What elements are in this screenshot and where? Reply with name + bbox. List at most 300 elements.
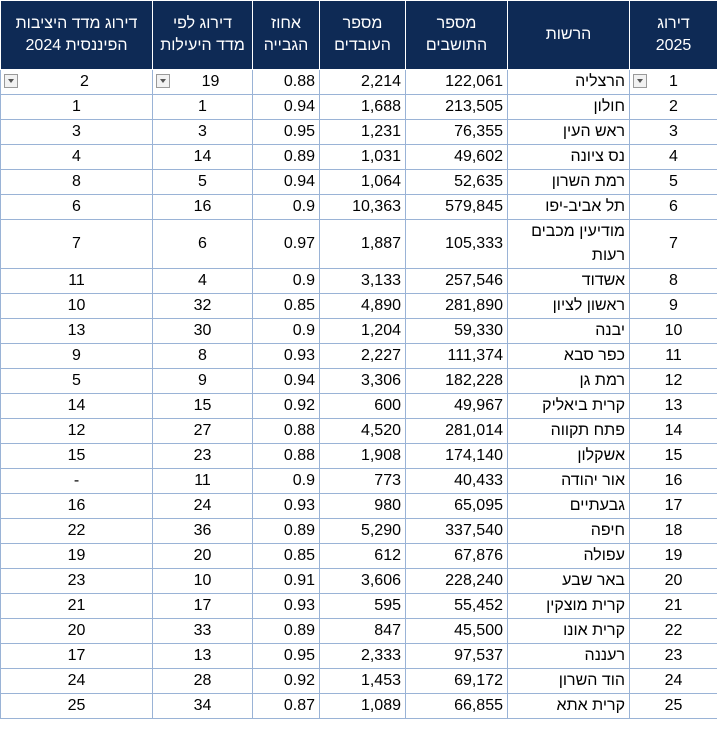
cell-efficiency-value: 13 bbox=[193, 647, 212, 664]
cell-authority[interactable] bbox=[508, 594, 630, 619]
cell-financial[interactable] bbox=[1, 494, 153, 519]
cell-authority[interactable] bbox=[508, 269, 630, 294]
cell-financial[interactable] bbox=[1, 145, 153, 170]
cell-authority[interactable] bbox=[508, 344, 630, 369]
cell-residents[interactable] bbox=[406, 294, 508, 319]
cell-residents[interactable] bbox=[406, 619, 508, 644]
cell-rank-value: 13 bbox=[664, 397, 683, 414]
cell-financial[interactable] bbox=[1, 444, 153, 469]
cell-residents-value: 182,228 bbox=[445, 372, 503, 389]
cell-employees[interactable] bbox=[320, 319, 406, 344]
cell-collection[interactable] bbox=[253, 444, 320, 469]
cell-residents[interactable] bbox=[406, 220, 508, 269]
cell-financial[interactable] bbox=[1, 195, 153, 220]
cell-employees-value: 5,290 bbox=[360, 522, 401, 539]
cell-employees-value: 2,227 bbox=[360, 347, 401, 364]
cell-authority-value: קרית ביאליק bbox=[542, 397, 625, 414]
cell-financial[interactable] bbox=[1, 569, 153, 594]
cell-collection-value: 0.9 bbox=[292, 322, 315, 339]
cell-authority[interactable] bbox=[508, 220, 630, 269]
cell-financial[interactable] bbox=[1, 369, 153, 394]
table-row bbox=[1, 120, 717, 145]
cell-authority-value: חולון bbox=[593, 98, 625, 115]
cell-financial[interactable] bbox=[1, 669, 153, 694]
cell-residents[interactable] bbox=[406, 319, 508, 344]
cell-employees[interactable] bbox=[320, 419, 406, 444]
cell-employees[interactable] bbox=[320, 444, 406, 469]
cell-authority[interactable] bbox=[508, 619, 630, 644]
cell-efficiency[interactable] bbox=[153, 644, 253, 669]
cell-collection[interactable] bbox=[253, 594, 320, 619]
cell-efficiency[interactable] bbox=[153, 70, 253, 95]
cell-financial-value: 3 bbox=[72, 123, 81, 140]
cell-financial-value: 24 bbox=[67, 672, 86, 689]
cell-employees[interactable] bbox=[320, 120, 406, 145]
cell-authority[interactable] bbox=[508, 195, 630, 220]
cell-employees-value: 1,204 bbox=[360, 322, 401, 339]
cell-residents-value: 69,172 bbox=[454, 672, 503, 689]
cell-collection[interactable] bbox=[253, 220, 320, 269]
cell-financial[interactable] bbox=[1, 95, 153, 120]
cell-residents-value: 257,546 bbox=[445, 272, 503, 289]
cell-collection[interactable] bbox=[253, 269, 320, 294]
cell-rank[interactable] bbox=[630, 694, 717, 719]
cell-financial-value: 8 bbox=[72, 173, 81, 190]
table-row bbox=[1, 145, 717, 170]
cell-residents-value: 337,540 bbox=[445, 522, 503, 539]
cell-collection[interactable] bbox=[253, 95, 320, 120]
cell-financial[interactable] bbox=[1, 419, 153, 444]
cell-rank[interactable] bbox=[630, 195, 717, 220]
cell-financial[interactable] bbox=[1, 220, 153, 269]
cell-residents[interactable] bbox=[406, 694, 508, 719]
cell-efficiency[interactable] bbox=[153, 319, 253, 344]
cell-financial[interactable] bbox=[1, 294, 153, 319]
cell-employees[interactable] bbox=[320, 619, 406, 644]
cell-efficiency-value: 33 bbox=[193, 622, 212, 639]
cell-employees[interactable] bbox=[320, 519, 406, 544]
cell-efficiency[interactable] bbox=[153, 569, 253, 594]
cell-employees[interactable] bbox=[320, 369, 406, 394]
cell-collection[interactable] bbox=[253, 644, 320, 669]
cell-authority[interactable] bbox=[508, 694, 630, 719]
cell-residents[interactable] bbox=[406, 544, 508, 569]
table-body bbox=[1, 70, 717, 719]
cell-collection[interactable] bbox=[253, 319, 320, 344]
cell-authority[interactable] bbox=[508, 394, 630, 419]
cell-financial[interactable] bbox=[1, 619, 153, 644]
cell-employees[interactable] bbox=[320, 394, 406, 419]
table-row bbox=[1, 519, 717, 544]
cell-rank[interactable] bbox=[630, 269, 717, 294]
cell-employees[interactable] bbox=[320, 294, 406, 319]
cell-efficiency-value: 20 bbox=[193, 547, 212, 564]
cell-residents-value: 49,967 bbox=[454, 397, 503, 414]
cell-residents[interactable] bbox=[406, 70, 508, 95]
cell-rank[interactable] bbox=[630, 145, 717, 170]
cell-collection-value: 0.9 bbox=[292, 472, 315, 489]
cell-residents-value: 105,333 bbox=[445, 235, 503, 252]
cell-residents[interactable] bbox=[406, 170, 508, 195]
cell-residents[interactable] bbox=[406, 469, 508, 494]
cell-authority[interactable] bbox=[508, 669, 630, 694]
cell-efficiency[interactable] bbox=[153, 95, 253, 120]
cell-financial[interactable] bbox=[1, 170, 153, 195]
cell-financial-value: 1 bbox=[72, 98, 81, 115]
cell-financial[interactable] bbox=[1, 344, 153, 369]
cell-rank[interactable] bbox=[630, 669, 717, 694]
cell-rank-value: 8 bbox=[669, 272, 678, 289]
cell-financial[interactable] bbox=[1, 694, 153, 719]
cell-rank-value: 10 bbox=[664, 322, 683, 339]
cell-efficiency-value: 28 bbox=[193, 672, 212, 689]
cell-rank[interactable] bbox=[630, 644, 717, 669]
cell-efficiency[interactable] bbox=[153, 594, 253, 619]
cell-efficiency-value: 8 bbox=[198, 347, 207, 364]
cell-rank-value: 12 bbox=[664, 372, 683, 389]
cell-employees-value: 10,363 bbox=[352, 198, 401, 215]
cell-authority[interactable] bbox=[508, 294, 630, 319]
cell-employees-value: 600 bbox=[374, 397, 401, 414]
cell-collection[interactable] bbox=[253, 419, 320, 444]
cell-financial[interactable] bbox=[1, 120, 153, 145]
cell-financial[interactable] bbox=[1, 544, 153, 569]
cell-collection-value: 0.95 bbox=[283, 647, 315, 664]
cell-collection[interactable] bbox=[253, 494, 320, 519]
cell-authority-value: קרית אתא bbox=[556, 697, 625, 714]
cell-efficiency-value: 11 bbox=[194, 472, 211, 489]
cell-residents[interactable] bbox=[406, 669, 508, 694]
cell-residents-value: 52,635 bbox=[454, 173, 503, 190]
cell-efficiency-value: 32 bbox=[193, 297, 212, 314]
cell-collection-value: 0.9 bbox=[292, 272, 315, 289]
cell-efficiency-value: 17 bbox=[193, 597, 212, 614]
table-row bbox=[1, 569, 717, 594]
cell-collection[interactable] bbox=[253, 669, 320, 694]
cell-employees[interactable] bbox=[320, 594, 406, 619]
cell-residents-value: 55,452 bbox=[454, 597, 503, 614]
cell-residents[interactable] bbox=[406, 95, 508, 120]
cell-authority[interactable] bbox=[508, 70, 630, 95]
cell-efficiency[interactable] bbox=[153, 369, 253, 394]
cell-efficiency[interactable] bbox=[153, 519, 253, 544]
cell-rank-value: 17 bbox=[664, 497, 683, 514]
cell-employees[interactable] bbox=[320, 644, 406, 669]
cell-residents[interactable] bbox=[406, 394, 508, 419]
cell-authority-value: עפולה bbox=[583, 547, 625, 564]
cell-authority-value: אשקלון bbox=[577, 447, 625, 464]
cell-residents[interactable] bbox=[406, 369, 508, 394]
table-row bbox=[1, 644, 717, 669]
cell-employees[interactable] bbox=[320, 344, 406, 369]
cell-employees[interactable] bbox=[320, 494, 406, 519]
cell-rank[interactable] bbox=[630, 444, 717, 469]
table-row bbox=[1, 269, 717, 294]
cell-collection-value: 0.87 bbox=[283, 697, 315, 714]
cell-collection[interactable] bbox=[253, 544, 320, 569]
cell-financial-value: 12 bbox=[67, 422, 86, 439]
cell-authority-value: יבנה bbox=[595, 322, 625, 339]
cell-efficiency[interactable] bbox=[153, 195, 253, 220]
cell-efficiency[interactable] bbox=[153, 294, 253, 319]
cell-authority[interactable] bbox=[508, 170, 630, 195]
cell-residents[interactable] bbox=[406, 594, 508, 619]
cell-employees[interactable] bbox=[320, 269, 406, 294]
cell-employees[interactable] bbox=[320, 220, 406, 269]
cell-authority-value: חיפה bbox=[590, 522, 625, 539]
cell-financial[interactable] bbox=[1, 594, 153, 619]
cell-authority[interactable] bbox=[508, 419, 630, 444]
cell-employees-value: 1,688 bbox=[360, 98, 401, 115]
cell-efficiency[interactable] bbox=[153, 444, 253, 469]
cell-employees[interactable] bbox=[320, 694, 406, 719]
cell-authority[interactable] bbox=[508, 494, 630, 519]
cell-employees-value: 1,031 bbox=[360, 148, 401, 165]
cell-rank[interactable] bbox=[630, 594, 717, 619]
cell-authority[interactable] bbox=[508, 644, 630, 669]
cell-authority-value: ראש העין bbox=[562, 123, 625, 140]
cell-efficiency[interactable] bbox=[153, 394, 253, 419]
cell-financial-value: 9 bbox=[72, 347, 81, 364]
cell-rank[interactable] bbox=[630, 319, 717, 344]
cell-collection-value: 0.94 bbox=[283, 173, 315, 190]
filter-dropdown-icon[interactable] bbox=[156, 74, 170, 88]
cell-employees[interactable] bbox=[320, 469, 406, 494]
cell-rank[interactable] bbox=[630, 619, 717, 644]
cell-financial-value: 15 bbox=[67, 447, 86, 464]
cell-employees[interactable] bbox=[320, 195, 406, 220]
cell-residents-value: 281,890 bbox=[445, 297, 503, 314]
cell-authority[interactable] bbox=[508, 369, 630, 394]
cell-financial[interactable] bbox=[1, 319, 153, 344]
table-row bbox=[1, 394, 717, 419]
cell-rank-value: 22 bbox=[664, 622, 683, 639]
cell-financial-value: 5 bbox=[72, 372, 81, 389]
cell-collection-value: 0.89 bbox=[283, 522, 315, 539]
cell-efficiency[interactable] bbox=[153, 269, 253, 294]
cell-efficiency[interactable] bbox=[153, 220, 253, 269]
cell-financial-value: 13 bbox=[67, 322, 86, 339]
cell-authority[interactable] bbox=[508, 95, 630, 120]
cell-authority-value: רמת השרון bbox=[551, 173, 625, 190]
cell-rank[interactable] bbox=[630, 220, 717, 269]
cell-rank[interactable] bbox=[630, 569, 717, 594]
cell-financial[interactable] bbox=[1, 394, 153, 419]
cell-efficiency-value: 24 bbox=[193, 497, 212, 514]
cell-efficiency-value: 15 bbox=[193, 397, 212, 414]
cell-rank-value: 21 bbox=[664, 597, 683, 614]
cell-rank-value: 1 bbox=[669, 73, 678, 90]
cell-efficiency[interactable] bbox=[153, 469, 253, 494]
cell-efficiency-value: 36 bbox=[193, 522, 212, 539]
cell-collection[interactable] bbox=[253, 195, 320, 220]
cell-authority[interactable] bbox=[508, 519, 630, 544]
cell-financial-value: 11 bbox=[68, 272, 85, 289]
cell-financial[interactable] bbox=[1, 519, 153, 544]
cell-collection[interactable] bbox=[253, 469, 320, 494]
cell-collection[interactable] bbox=[253, 394, 320, 419]
cell-financial-value: 7 bbox=[72, 235, 81, 252]
cell-efficiency[interactable] bbox=[153, 344, 253, 369]
cell-employees[interactable] bbox=[320, 95, 406, 120]
cell-employees[interactable] bbox=[320, 544, 406, 569]
cell-residents[interactable] bbox=[406, 195, 508, 220]
cell-efficiency[interactable] bbox=[153, 494, 253, 519]
filter-dropdown-icon[interactable] bbox=[4, 74, 18, 88]
cell-rank[interactable] bbox=[630, 95, 717, 120]
header-collection: אחוז הגבייה bbox=[253, 1, 320, 70]
cell-residents[interactable] bbox=[406, 519, 508, 544]
cell-employees[interactable] bbox=[320, 145, 406, 170]
cell-financial[interactable] bbox=[1, 70, 153, 95]
cell-employees-value: 773 bbox=[374, 472, 401, 489]
cell-financial-value: - bbox=[73, 472, 80, 489]
cell-collection[interactable] bbox=[253, 519, 320, 544]
cell-rank[interactable] bbox=[630, 494, 717, 519]
cell-collection[interactable] bbox=[253, 145, 320, 170]
cell-collection-value: 0.95 bbox=[283, 123, 315, 140]
cell-employees-value: 3,306 bbox=[360, 372, 401, 389]
cell-collection-value: 0.93 bbox=[283, 347, 315, 364]
cell-financial-value: 21 bbox=[67, 597, 86, 614]
table-row bbox=[1, 344, 717, 369]
cell-efficiency-value: 4 bbox=[198, 272, 207, 289]
table-row bbox=[1, 294, 717, 319]
cell-rank-value: 11 bbox=[665, 347, 682, 364]
cell-residents[interactable] bbox=[406, 444, 508, 469]
cell-collection[interactable] bbox=[253, 120, 320, 145]
cell-authority[interactable] bbox=[508, 544, 630, 569]
cell-collection[interactable] bbox=[253, 619, 320, 644]
cell-authority[interactable] bbox=[508, 444, 630, 469]
cell-efficiency-value: 27 bbox=[193, 422, 212, 439]
cell-employees[interactable] bbox=[320, 170, 406, 195]
cell-rank-value: 9 bbox=[669, 297, 678, 314]
cell-authority-value: רעננה bbox=[584, 647, 625, 664]
cell-collection-value: 0.85 bbox=[283, 297, 315, 314]
cell-financial-value: 4 bbox=[72, 148, 81, 165]
cell-collection[interactable] bbox=[253, 170, 320, 195]
cell-rank[interactable] bbox=[630, 70, 717, 95]
cell-employees-value: 4,520 bbox=[360, 422, 401, 439]
cell-employees[interactable] bbox=[320, 669, 406, 694]
cell-efficiency-value: 5 bbox=[198, 173, 207, 190]
table-row bbox=[1, 319, 717, 344]
cell-employees-value: 1,887 bbox=[360, 235, 401, 252]
cell-efficiency[interactable] bbox=[153, 419, 253, 444]
cell-efficiency[interactable] bbox=[153, 619, 253, 644]
cell-residents[interactable] bbox=[406, 569, 508, 594]
cell-efficiency[interactable] bbox=[153, 694, 253, 719]
cell-authority-value: קרית אונו bbox=[563, 622, 625, 639]
cell-rank[interactable] bbox=[630, 344, 717, 369]
cell-efficiency-value: 34 bbox=[193, 697, 212, 714]
cell-residents[interactable] bbox=[406, 494, 508, 519]
cell-residents-value: 174,140 bbox=[445, 447, 503, 464]
cell-authority-value: ראשון לציון bbox=[552, 297, 625, 314]
table-row bbox=[1, 369, 717, 394]
cell-employees[interactable] bbox=[320, 70, 406, 95]
cell-authority[interactable] bbox=[508, 319, 630, 344]
cell-rank[interactable] bbox=[630, 294, 717, 319]
cell-authority-value: מודיעין מכבים רעות bbox=[531, 223, 625, 264]
cell-rank[interactable] bbox=[630, 170, 717, 195]
cell-financial[interactable] bbox=[1, 269, 153, 294]
cell-rank-value: 2 bbox=[669, 98, 678, 115]
cell-residents[interactable] bbox=[406, 344, 508, 369]
cell-financial[interactable] bbox=[1, 469, 153, 494]
cell-rank-value: 23 bbox=[664, 647, 683, 664]
cell-authority[interactable] bbox=[508, 145, 630, 170]
filter-dropdown-icon[interactable] bbox=[633, 74, 647, 88]
cell-collection-value: 0.88 bbox=[283, 447, 315, 464]
cell-financial[interactable] bbox=[1, 644, 153, 669]
cell-collection[interactable] bbox=[253, 294, 320, 319]
table-row bbox=[1, 469, 717, 494]
cell-rank[interactable] bbox=[630, 469, 717, 494]
cell-residents[interactable] bbox=[406, 644, 508, 669]
cell-efficiency-value: 16 bbox=[193, 198, 212, 215]
cell-collection[interactable] bbox=[253, 569, 320, 594]
cell-efficiency[interactable] bbox=[153, 669, 253, 694]
table-row bbox=[1, 594, 717, 619]
cell-employees-value: 1,908 bbox=[360, 447, 401, 464]
table-row bbox=[1, 694, 717, 719]
cell-authority-value: באר שבע bbox=[562, 572, 625, 589]
cell-rank-value: 14 bbox=[664, 422, 683, 439]
cell-efficiency[interactable] bbox=[153, 120, 253, 145]
cell-rank-value: 3 bbox=[669, 123, 678, 140]
header-rank: דירוג 2025 bbox=[630, 1, 717, 70]
cell-financial-value: 20 bbox=[67, 622, 86, 639]
cell-residents[interactable] bbox=[406, 419, 508, 444]
cell-efficiency[interactable] bbox=[153, 145, 253, 170]
cell-authority-value: גבעתיים bbox=[569, 497, 625, 514]
cell-authority[interactable] bbox=[508, 120, 630, 145]
cell-collection[interactable] bbox=[253, 344, 320, 369]
cell-residents-value: 66,855 bbox=[454, 697, 503, 714]
cell-residents[interactable] bbox=[406, 120, 508, 145]
cell-residents[interactable] bbox=[406, 145, 508, 170]
cell-rank[interactable] bbox=[630, 519, 717, 544]
cell-collection-value: 0.85 bbox=[283, 547, 315, 564]
cell-rank[interactable] bbox=[630, 394, 717, 419]
cell-rank[interactable] bbox=[630, 419, 717, 444]
cell-rank[interactable] bbox=[630, 544, 717, 569]
cell-collection[interactable] bbox=[253, 70, 320, 95]
cell-authority[interactable] bbox=[508, 569, 630, 594]
cell-efficiency[interactable] bbox=[153, 544, 253, 569]
cell-efficiency-value: 14 bbox=[193, 148, 212, 165]
cell-authority[interactable] bbox=[508, 469, 630, 494]
cell-rank[interactable] bbox=[630, 120, 717, 145]
cell-residents[interactable] bbox=[406, 269, 508, 294]
cell-rank[interactable] bbox=[630, 369, 717, 394]
cell-collection[interactable] bbox=[253, 694, 320, 719]
cell-employees-value: 2,333 bbox=[360, 647, 401, 664]
cell-collection[interactable] bbox=[253, 369, 320, 394]
table-row bbox=[1, 170, 717, 195]
cell-employees[interactable] bbox=[320, 569, 406, 594]
cell-efficiency[interactable] bbox=[153, 170, 253, 195]
cell-financial-value: 23 bbox=[67, 572, 86, 589]
cell-financial-value: 16 bbox=[67, 497, 86, 514]
cell-residents-value: 40,433 bbox=[454, 472, 503, 489]
table-row bbox=[1, 619, 717, 644]
cell-employees-value: 1,453 bbox=[360, 672, 401, 689]
cell-efficiency-value: 19 bbox=[201, 73, 220, 90]
cell-collection-value: 0.94 bbox=[283, 372, 315, 389]
